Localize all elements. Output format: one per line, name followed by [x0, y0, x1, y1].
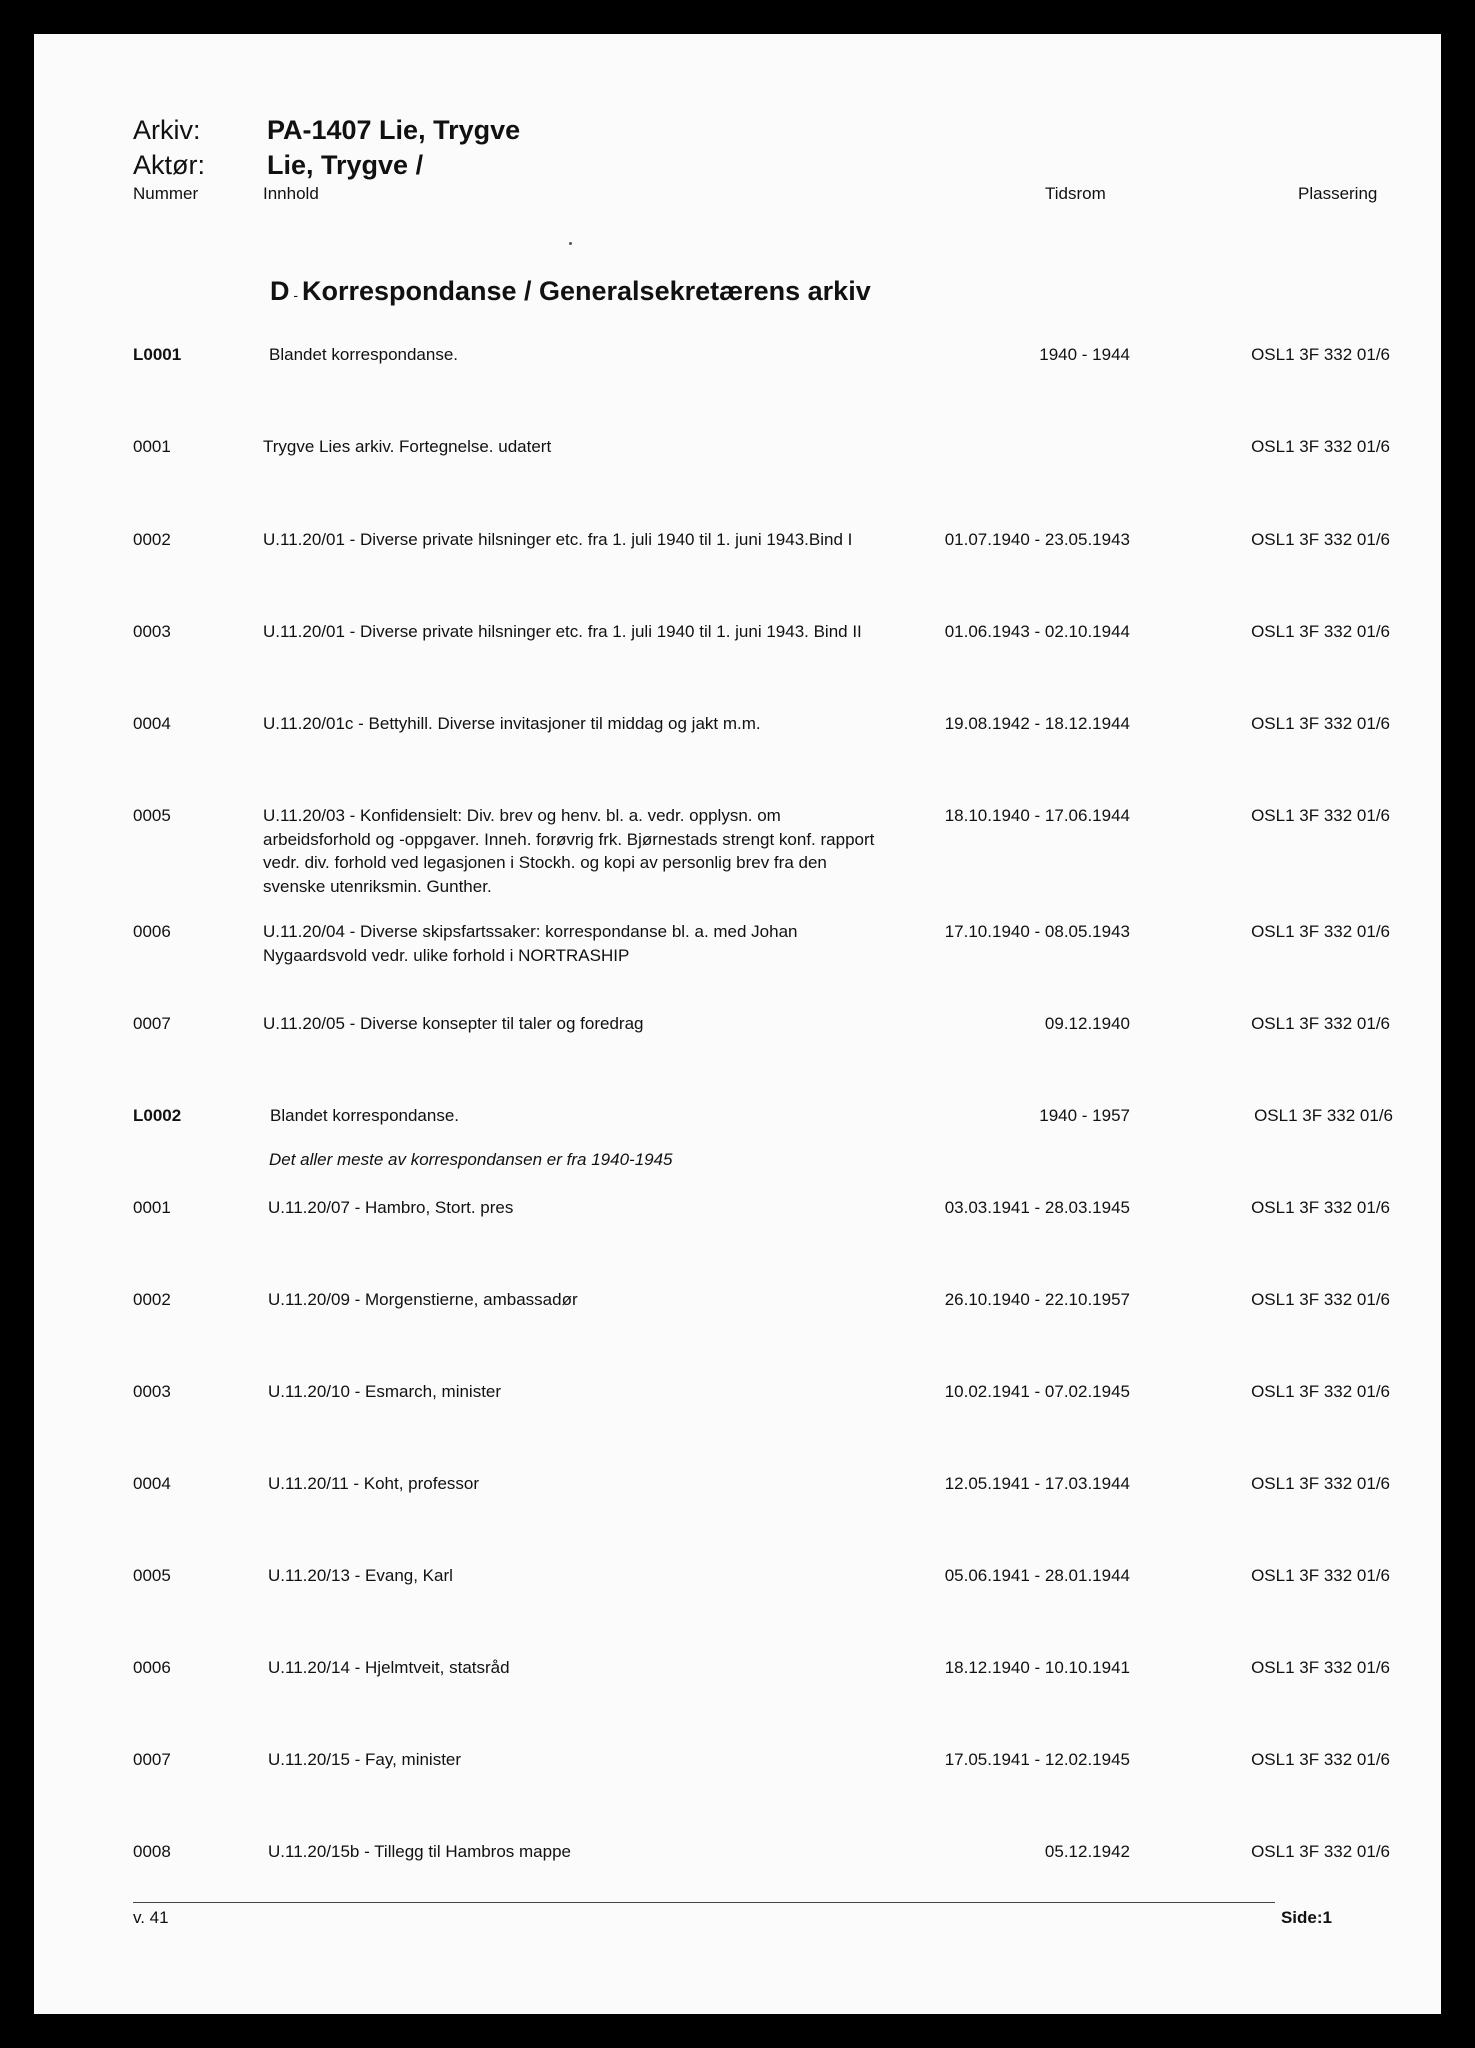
section-title-text: Korrespondanse / Generalsekretærens arkiv	[301, 276, 871, 306]
row-location: OSL1 3F 332 01/6	[1251, 1658, 1390, 1677]
arkiv-label: Arkiv:	[133, 115, 201, 145]
row-location: OSL1 3F 332 01/6	[1251, 1290, 1390, 1309]
section-title	[270, 276, 871, 307]
column-header-innhold: Innhold	[263, 184, 319, 203]
row-location: OSL1 3F 332 01/6	[1251, 1382, 1390, 1401]
row-location: OSL1 3F 332 01/6	[1251, 1842, 1390, 1861]
footer-divider	[133, 1902, 1275, 1903]
row-number: 0005	[133, 806, 171, 825]
row-content: U.11.20/11 - Koht, professor	[268, 1474, 480, 1493]
row-content: U.11.20/04 - Diverse skipsfartssaker: korrespondanse bl. a. med Johan Nygaardsvold vedr. ulike forhold i NORTRASHIP	[263, 922, 798, 965]
row-number: 0007	[133, 1014, 171, 1033]
row-number: 0007	[133, 1750, 171, 1769]
row-date: 17.05.1941 - 12.02.1945	[944, 1750, 1130, 1769]
row-number: 0006	[133, 922, 171, 941]
row-date: 1940 - 1944	[1039, 345, 1130, 364]
row-content: U.11.20/01c - Bettyhill. Diverse invitasjoner til middag og jakt m.m.	[263, 714, 761, 733]
column-header-tidsrom: Tidsrom	[1045, 184, 1106, 203]
row-location: OSL1 3F 332 01/6	[1251, 1474, 1390, 1493]
row-number: 0005	[133, 1566, 171, 1585]
row-location: OSL1 3F 332 01/6	[1251, 437, 1390, 456]
row-content: U.11.20/15 - Fay, minister	[268, 1750, 462, 1769]
row-location: OSL1 3F 332 01/6	[1251, 806, 1390, 825]
row-number: 0003	[133, 1382, 171, 1401]
section-prefix: D	[270, 276, 290, 306]
row-number: 0002	[133, 1290, 171, 1309]
arkiv-value: PA-1407 Lie, Trygve	[267, 115, 521, 145]
row-date: 03.03.1941 - 28.03.1945	[944, 1198, 1130, 1217]
column-header-plassering: Plassering	[1298, 184, 1378, 203]
row-content: U.11.20/01 - Diverse private hilsninger etc. fra 1. juli 1940 til 1. juni 1943.Bind I	[263, 530, 853, 549]
row-location: OSL1 3F 332 01/6	[1251, 922, 1390, 941]
row-content: U.11.20/07 - Hambro, Stort. pres	[268, 1198, 514, 1217]
row-content: Blandet korrespondanse.	[270, 1106, 460, 1125]
column-header-nummer: Nummer	[133, 184, 199, 203]
row-date: 05.06.1941 - 28.01.1944	[944, 1566, 1130, 1585]
row-date: 10.02.1941 - 07.02.1945	[944, 1382, 1130, 1401]
scan-speck	[569, 242, 572, 245]
row-date: 17.10.1940 - 08.05.1943	[944, 922, 1130, 941]
row-content: U.11.20/10 - Esmarch, minister	[268, 1382, 502, 1401]
row-date: 26.10.1940 - 22.10.1957	[944, 1290, 1130, 1309]
row-location: OSL1 3F 332 01/6	[1251, 622, 1390, 641]
row-location: OSL1 3F 332 01/6	[1254, 1106, 1393, 1125]
row-date: 09.12.1940	[1044, 1014, 1130, 1033]
row-number: 0002	[133, 530, 171, 549]
row-date: 19.08.1942 - 18.12.1944	[944, 714, 1130, 733]
row-location: OSL1 3F 332 01/6	[1251, 345, 1390, 364]
row-number: 0006	[133, 1658, 171, 1677]
row-location: OSL1 3F 332 01/6	[1251, 530, 1390, 549]
row-number: L0001	[133, 345, 182, 364]
row-location: OSL1 3F 332 01/6	[1251, 714, 1390, 733]
section-dash: -	[289, 287, 302, 303]
row-location: OSL1 3F 332 01/6	[1251, 1014, 1390, 1033]
row-date: 18.12.1940 - 10.10.1941	[944, 1658, 1130, 1677]
row-content: U.11.20/09 - Morgenstierne, ambassadør	[268, 1290, 578, 1309]
row-content: U.11.20/01 - Diverse private hilsninger etc. fra 1. juli 1940 til 1. juni 1943. Bind II	[263, 622, 862, 641]
footer-version: v. 41	[133, 1908, 169, 1927]
row-date: 05.12.1942	[1044, 1842, 1130, 1861]
row-number: 0001	[133, 437, 171, 456]
aktor-label: Aktør:	[133, 150, 205, 180]
row-content: U.11.20/05 - Diverse konsepter til taler og foredrag	[263, 1014, 644, 1033]
row-number: 0004	[133, 714, 171, 733]
row-number: 0003	[133, 622, 171, 641]
row-location: OSL1 3F 332 01/6	[1251, 1198, 1390, 1217]
row-number: L0002	[133, 1106, 182, 1125]
row-number: 0001	[133, 1198, 171, 1217]
row-number: 0008	[133, 1842, 171, 1861]
row-number: 0004	[133, 1474, 171, 1493]
series-note: Det aller meste av korrespondansen er fra 1940-1945	[269, 1150, 673, 1169]
footer-page-number: Side:1	[1280, 1908, 1332, 1927]
row-date: 1940 - 1957	[1039, 1106, 1130, 1125]
row-date: 01.07.1940 - 23.05.1943	[944, 530, 1130, 549]
row-content: Blandet korrespondanse.	[269, 345, 459, 364]
row-date: 12.05.1941 - 17.03.1944	[944, 1474, 1130, 1493]
row-content: U.11.20/03 - Konfidensielt: Div. brev og henv. bl. a. vedr. opplysn. om arbeidsforhold og -oppgaver. Inneh. forøvrig frk. Bjørnestads strengt konf. rapport vedr. div. forhold ved legasjonen i Stockh. og kopi av personlig brev fra den svenske utenriksmin. Gunther.	[263, 806, 875, 896]
row-date: 01.06.1943 - 02.10.1944	[944, 622, 1130, 641]
aktor-value: Lie, Trygve /	[267, 150, 424, 180]
row-location: OSL1 3F 332 01/6	[1251, 1750, 1390, 1769]
row-location: OSL1 3F 332 01/6	[1251, 1566, 1390, 1585]
row-content: U.11.20/14 - Hjelmtveit, statsråd	[268, 1658, 510, 1677]
row-content: U.11.20/15b - Tillegg til Hambros mappe	[268, 1842, 572, 1861]
row-date: 18.10.1940 - 17.06.1944	[944, 806, 1130, 825]
row-content: U.11.20/13 - Evang, Karl	[268, 1566, 453, 1585]
row-content: Trygve Lies arkiv. Fortegnelse. udatert	[263, 437, 552, 456]
